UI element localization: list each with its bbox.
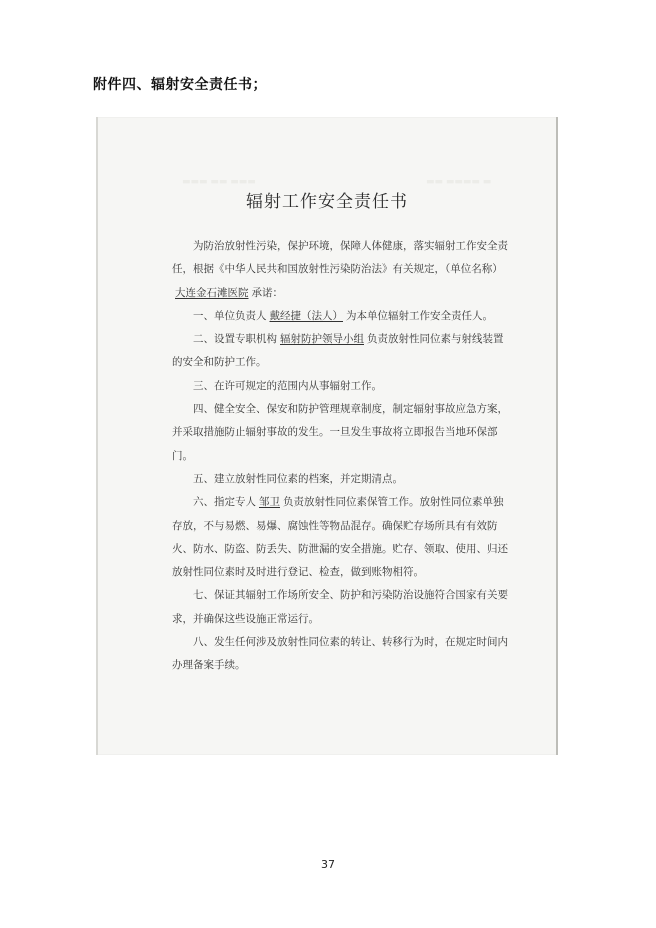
clause-1 (172, 305, 512, 328)
attachment-heading: 附件四、辐射安全责任书； (93, 77, 267, 93)
document-body (172, 235, 512, 678)
clause-3: 三、在许可规定的范围内从事辐射工作。 (193, 379, 382, 392)
scanned-document (96, 117, 558, 755)
clause-4: 四、健全安全、保安和防护管理规章制度，制定辐射事故应急方案，并采取措施防止辐射事故的发生。一旦发生事故将立即报告当地环保部门。 (172, 403, 508, 462)
responsible-person-field: 戴经捷（法人） (269, 309, 343, 322)
clause-6-text: 六、指定专人 (193, 496, 256, 509)
page-number: 37 (321, 858, 335, 871)
clause-1-text: 一、单位负责人 (193, 309, 267, 322)
intro-tail: 承诺： (251, 286, 283, 299)
clause-2-text: 二、设置专职机构 (193, 333, 277, 346)
bleed-through-mark: ▬▬▬ ▬▬ ▬▬▬ (182, 177, 256, 187)
clause-5: 五、建立放射性同位素的档案，并定期清点。 (193, 472, 403, 485)
intro-paragraph (172, 235, 512, 305)
clause-8: 八、发生任何涉及放射性同位素的转让、转移行为时，在规定时间内办理备案手续。 (172, 636, 508, 672)
clause-6 (172, 491, 512, 584)
unit-name-field: 大连金石滩医院 (175, 286, 249, 299)
clause-7: 七、保证其辐射工作场所安全、防护和污染防治设施符合国家有关要求，并确保这些设施正常运行。 (172, 589, 508, 625)
clause-6-tail: 负责放射性同位素保管工作。放射性同位素单独存放，不与易燃、易爆、腐蚀性等物品混存。确保贮存场所具有有效防火、防水、防盗、防丢失、防泄漏的安全措施。贮存、领取、使用、归还放射性同位素时及时进行登记、检查，做到账物相符。 (172, 496, 508, 579)
document-title: 辐射工作安全责任书 (246, 192, 408, 212)
intro-text: 为防治放射性污染，保护环境，保障人体健康，落实辐射工作安全责任，根据《中华人民共和国放射性污染防治法》有关规定，（单位名称） (172, 240, 508, 276)
custodian-field: 邹卫 (259, 496, 280, 509)
bleed-through-mark: ▬▬ ▬▬▬▬ ▬ (426, 177, 492, 187)
clause-2-tail: 负责放射性同位素与射线装置的安全和防护工作。 (172, 333, 504, 369)
organization-field: 辐射防护领导小组 (280, 333, 364, 346)
clause-1-tail: 为本单位辐射工作安全责任人。 (346, 309, 493, 322)
clause-2 (172, 328, 512, 375)
